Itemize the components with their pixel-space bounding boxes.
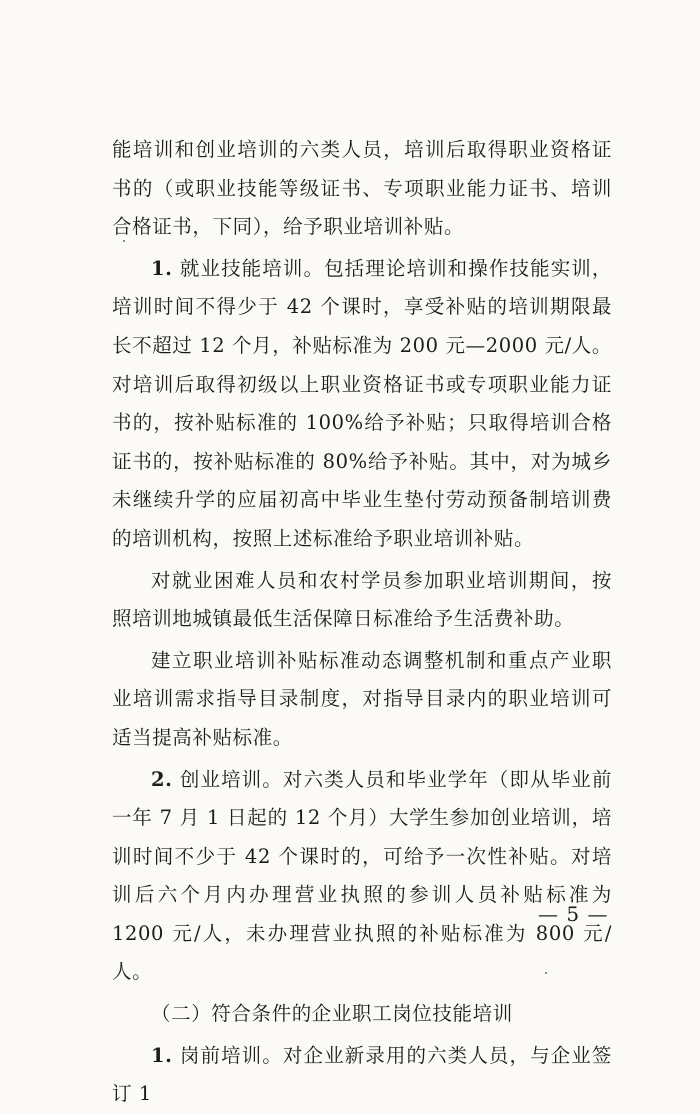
heading-text: （二）符合条件的企业职工岗位技能培训 [151, 1002, 513, 1026]
body-text [112, 131, 612, 1114]
paragraph-7 [112, 1037, 612, 1114]
paragraph-2 [112, 250, 612, 559]
paragraph-text: 岗前培训。对企业新录用的六类人员，与企业签订 1 [112, 1043, 612, 1106]
item-number: 1. [151, 1043, 173, 1067]
paragraph-text: 对就业困难人员和农村学员参加职业培训期间，按照培训地城镇最低生活保障日标准给予生活费补助。 [112, 568, 612, 631]
paragraph-5 [112, 761, 612, 993]
paragraph-text: 能培训和创业培训的六类人员，培训后取得职业资格证书的（或职业技能等级证书、专项职业能力证书、培训合格证书，下同），给予职业培训补贴。 [112, 138, 612, 239]
paragraph-3 [112, 562, 612, 639]
page-number: — 5 — [538, 902, 609, 926]
paragraph-text: 就业技能培训。包括理论培训和操作技能实训，培训时间不得少于 42 个课时，享受补贴的培训期限最长不超过 12 个月，补贴标准为 200 元—2000 元/人。对培训后取得初级以上职业资格证书或专项职业能力证书的，按补贴标准的 100%给予补贴；只取得培训合格证书的，按补贴标准的 80%给予补贴。其中，对为城乡未继续升学的应届初高中毕业生垫付劳动预备制培训费的培训机构，按照上述标准给予职业培训补贴。 [112, 256, 612, 550]
paragraph-1 [112, 131, 612, 247]
paragraph-4 [112, 642, 612, 758]
paragraph-text: 创业培训。对六类人员和毕业学年（即从毕业前一年 7 月 1 日起的 12 个月）大学生参加创业培训，培训时间不少于 42 个课时的，可给予一次性补贴。对培训后六个月内办理营业执照的参训人员补贴标准为 1200 元/人，未办理营业执照的补贴标准为 800 元/人。 [112, 767, 612, 984]
item-number: 2. [151, 767, 173, 791]
item-number: 1. [151, 256, 173, 280]
section-heading [112, 995, 612, 1034]
scan-speck [545, 972, 547, 974]
paragraph-text: 建立职业培训补贴标准动态调整机制和重点产业职业培训需求指导目录制度，对指导目录内的职业培训可适当提高补贴标准。 [112, 648, 612, 749]
scan-speck [123, 240, 125, 242]
